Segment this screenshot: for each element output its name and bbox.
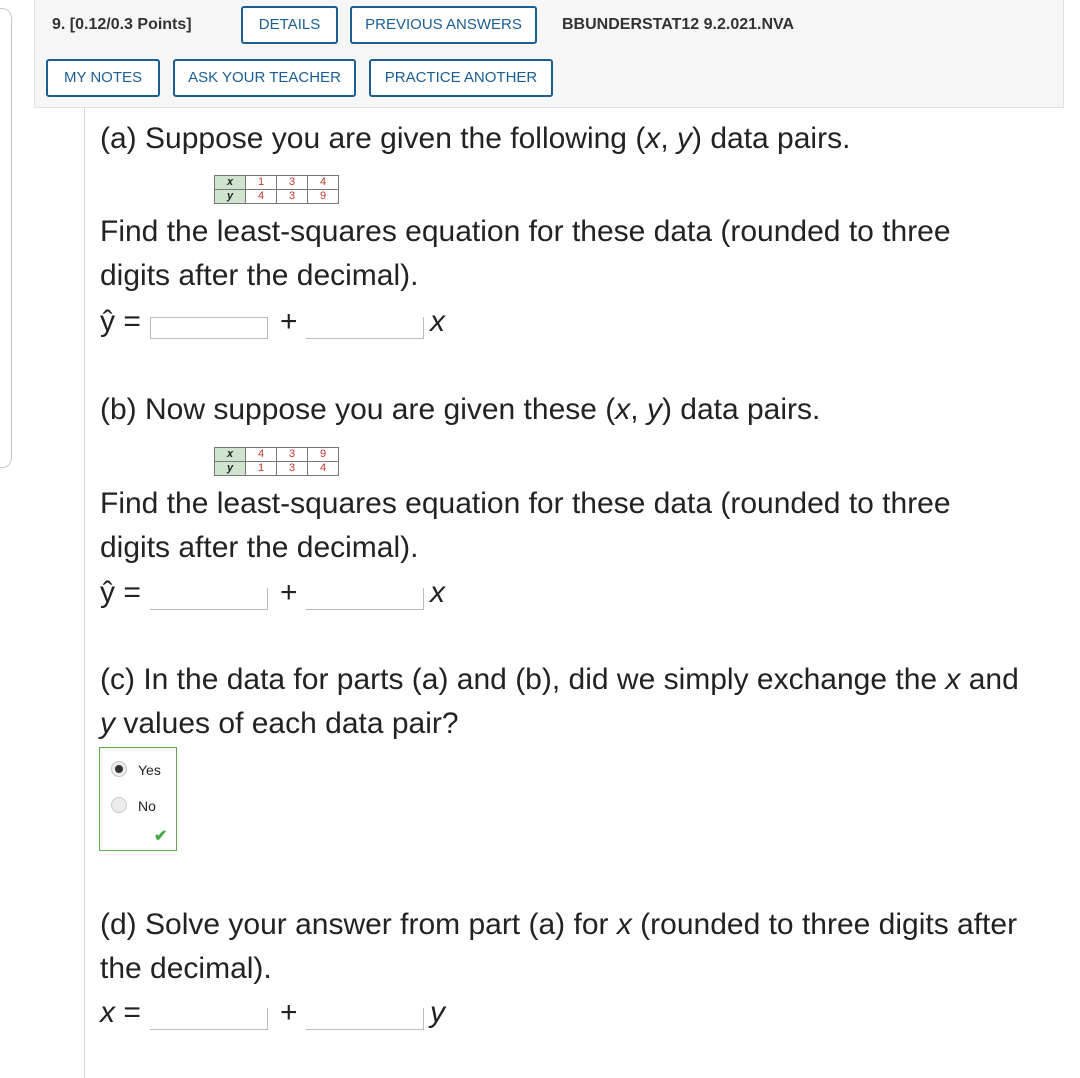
- x-value: 1: [246, 176, 277, 190]
- part-a-intercept-input[interactable]: [150, 317, 268, 339]
- y-value: 9: [308, 190, 339, 204]
- no-label[interactable]: No: [138, 798, 156, 814]
- ask-your-teacher-button[interactable]: ASK YOUR TEACHER: [173, 59, 356, 97]
- x-value: 3: [277, 448, 308, 462]
- x-value: 4: [246, 448, 277, 462]
- practice-another-button[interactable]: PRACTICE ANOTHER: [369, 59, 553, 97]
- part-a-prompt: (a) Suppose you are given the following (x, y) data pairs.: [100, 122, 851, 155]
- y-value: 1: [246, 462, 277, 476]
- part-b-slope-input[interactable]: [306, 588, 424, 610]
- no-radio[interactable]: [111, 797, 127, 813]
- plus-sign: +: [280, 996, 298, 1029]
- part-c-prompt: (c) In the data for parts (a) and (b), did we simply exchange the x and y values of each data pair?: [100, 663, 1019, 740]
- x-variable: x: [430, 305, 445, 338]
- yes-radio[interactable]: [111, 761, 127, 777]
- y-value: 3: [277, 190, 308, 204]
- yes-label[interactable]: Yes: [138, 762, 161, 778]
- plus-sign: +: [280, 576, 298, 609]
- assignment-code: BBUNDERSTAT12 9.2.021.NVA: [562, 16, 795, 33]
- x-label: x =: [100, 996, 141, 1029]
- check-icon: ✔: [154, 828, 168, 845]
- x-header: x: [215, 448, 246, 462]
- table-row: [215, 448, 339, 462]
- x-value: 3: [277, 176, 308, 190]
- part-b-instruction: Find the least-squares equation for these data (rounded to three digits after the decimal).: [100, 487, 951, 564]
- table-row: [215, 190, 339, 204]
- part-a-data-table: [214, 175, 339, 204]
- part-d-prompt: (d) Solve your answer from part (a) for x (rounded to three digits after the decimal).: [100, 908, 1018, 985]
- y-header: y: [215, 190, 246, 204]
- my-notes-button[interactable]: MY NOTES: [46, 59, 160, 97]
- y-header: y: [215, 462, 246, 476]
- part-c-answer-box: [99, 747, 177, 851]
- part-a-instruction: Find the least-squares equation for these data (rounded to three digits after the decimal).: [100, 215, 951, 292]
- part-b-intercept-input[interactable]: [150, 588, 268, 610]
- part-a-slope-input[interactable]: [306, 317, 424, 339]
- part-b-data-table: [214, 447, 339, 476]
- previous-answers-button[interactable]: PREVIOUS ANSWERS: [350, 6, 537, 44]
- question-points: 9. [0.12/0.3 Points]: [52, 16, 192, 33]
- x-header: x: [215, 176, 246, 190]
- details-button[interactable]: DETAILS: [241, 6, 338, 44]
- y-hat-label: ŷ =: [100, 305, 141, 338]
- part-b-prompt: (b) Now suppose you are given these (x, y) data pairs.: [100, 393, 821, 426]
- x-variable: x: [430, 576, 445, 609]
- left-panel-tab[interactable]: [0, 8, 12, 468]
- x-value: 4: [308, 176, 339, 190]
- x-value: 9: [308, 448, 339, 462]
- table-row: [215, 176, 339, 190]
- part-d-intercept-input[interactable]: [150, 1008, 268, 1030]
- plus-sign: +: [280, 305, 298, 338]
- y-value: 3: [277, 462, 308, 476]
- y-hat-label: ŷ =: [100, 576, 141, 609]
- table-row: [215, 462, 339, 476]
- y-value: 4: [308, 462, 339, 476]
- y-value: 4: [246, 190, 277, 204]
- part-d-slope-input[interactable]: [306, 1008, 424, 1030]
- y-variable: y: [430, 996, 445, 1029]
- content-divider: [84, 108, 85, 1078]
